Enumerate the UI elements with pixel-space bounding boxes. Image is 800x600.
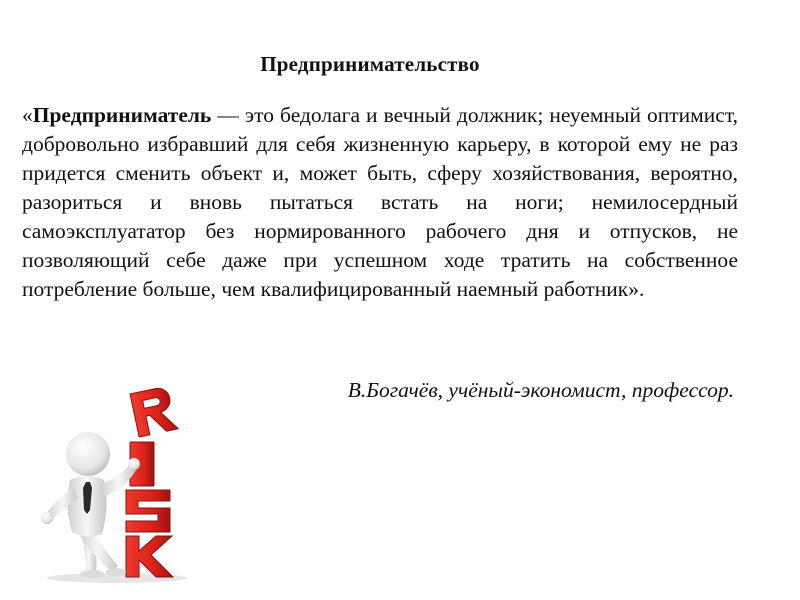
quote-lead-term: Предприниматель <box>32 103 212 127</box>
quote-text <box>22 101 738 304</box>
quote-author: В.Богачёв, учёный-экономист, профессор. <box>347 378 734 402</box>
man-leaning-on-risk-letters-icon <box>22 388 194 584</box>
quote-body: — это бедолага и вечный должник; неуемный оптимист, добровольно избравший для себя жизненную карьеру, в которой ему не раз придется сменить объект и, может быть, сферу хозяйствования, вероятно, разориться и вновь пытаться встать на ноги; немилосердный самоэксплуататор без нормированного рабочего дня и отпусков, не позволяющий себе даже при успешном ходе тратить на собственное потребление больше, чем квалифицированный наемный работник». <box>22 103 738 301</box>
quote-open-mark: « <box>22 103 33 127</box>
slide-title: Предпринимательство <box>260 52 480 76</box>
